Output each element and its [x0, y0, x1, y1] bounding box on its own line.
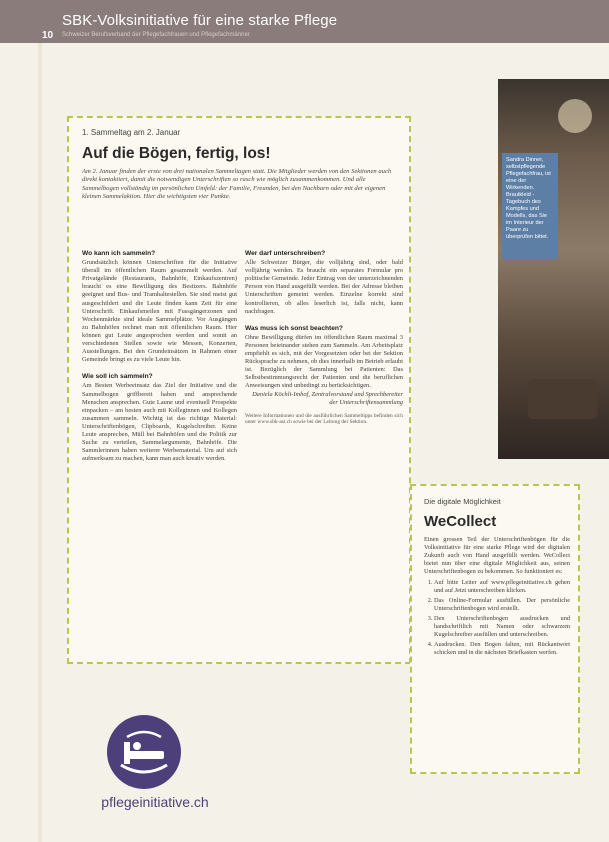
- header-subtitle: Schweizer Berufsverband der Pflegefachfrauen und Pflegefachmänner: [62, 32, 250, 38]
- wecollect-box: [410, 484, 580, 774]
- wecollect-body: [424, 536, 570, 659]
- header-band: [0, 0, 609, 43]
- wecollect-step: 2. Das Online-Formular ausfüllen. Der persönliche Unterschriftenbogen wird erstellt.: [434, 597, 570, 613]
- photo-caption: Sandra Dinner, selbstpflegende Pflegefachfrau, ist eine der Wirkenden. Brautkleid - Tagebuch des Kampfes und Modells, das Sie im Interieur der Paare zu überprüfen bittet.: [502, 153, 558, 259]
- photo-lamp: [558, 99, 592, 133]
- wecollect-step: 1. Auf bitte Leiter auf www.pflegeinitiative.ch gehen und auf Jetzt unterschreiben klicken.: [434, 579, 570, 595]
- wecollect-intro: Einen grossen Teil der Unterschriftenbögen für die Volksinitiative für eine starke Pflege wird der digitalen Zukunft auch von Hand ausgefüllt werden. WeCollect bietet nun über eine digitale Möglichkeit aus, seinen Unterschriftenbogen zu bekommen. So funktioniert es:: [424, 536, 570, 575]
- section-heading: Wer darf unterschreiben?: [245, 250, 326, 257]
- section-heading: Wie soll ich sammeln?: [82, 373, 153, 381]
- section-text: Ohne Bewilligung dürfen im öffentlichen Raum maximal 3 Personen beieinander stehen zum Sammeln. Am Arbeitsplatz empfiehlt es sich, mit der Vorgesetzten oder bei der Sektion Rücksprache zu nehmen, ob dies innerhalb im Betrieb erlaubt ist. Bezüglich der Sammlung bei Patienten: Das Selbstbestimmungsrecht der Patienten und die beruflichen Anweisungen sind unbedingt zu berücksichtigen.: [245, 333, 403, 390]
- article-column-left: [82, 250, 237, 463]
- bed-icon: [107, 715, 181, 789]
- wecollect-title: WeCollect: [424, 513, 497, 530]
- article-kicker: 1. Sammeltag am 2. Januar: [82, 128, 181, 137]
- logo-emblem: [107, 715, 181, 789]
- logo-text: pflegeinitiative.ch: [101, 794, 209, 810]
- section-heading: Wo kann ich sammeln?: [82, 250, 156, 257]
- section-text: Alle Schweizer Bürger, die volljährig sind, oder bald volljährig werden. Es braucht ein separates Formular pro politische Gemeinde. Jeder Eintrag von der unterzeichnenden Person von Hand ausgefüllt werden. Bei der Adresse bleiben Unterschriften gemeint werden. Einzelne korrekt sind kontrollieren, ob alles leserlich ist, falls nicht, kann nachfragen.: [245, 259, 403, 315]
- section-heading: Was muss ich sonst beachten?: [245, 324, 343, 332]
- wecollect-kicker: Die digitale Möglichkeit: [424, 497, 501, 506]
- wecollect-step: 4. Ausdrucken. Den Bogen falten, mit Rückantwort schicken und in die nächsten Briefkasten werfen.: [434, 641, 570, 657]
- page-number: 10: [42, 30, 54, 41]
- section-text: Grundsätzlich können Unterschriften für die Initiative überall im öffentlichen Raum gesammelt werden. Auf Privatgelände (Restaurants, Bahnhöfe, Einkaufszentren) braucht es eine Bewilligung des Besitzers. Bahnhöfe geeignet und Bus- und Tramhaltestellen. Sie sind meist gut ausgeschildert und die Leute finden kann Zeit für eine Unterschrift. Einkaufsmeilen mit Fussgängerzonen und Wochenmärkte sind ideale Sammelplätze. Vor Ausgängen zu Bahnhöfen rechnet man mit öffentlichen Raum. Hier können gut Leute angesprochen werden und somit an verschiedenen Stellen sowie wie Messen, Konzerten, Ausstellungen. Bei den Grundeinsätzen in Rahmen einer Gemeinde bringt es zu viele Leute hin.: [82, 259, 237, 364]
- wecollect-steps: [424, 579, 570, 657]
- photo-furniture: [528, 379, 598, 419]
- section-text: Am Besten Werbeeinsatz das Ziel der Initiative und die Sammelbogen griffbereit haben und ansprechende Menschen ansprechen. Gute Laune und eventuell Prospekte einpacken – am besten auch mit Kolleginnen und Kollegen zusammen sammeln. Wichtig ist das richtige Material: Unterschriftenbögen, Clipboards, Kugelschreiber. Keine Leute ansprechen, Müll bei Bahnhöfen und die Politik zur Suche zu verteilen, Sammelargumente, Bahnhöfe. Die Sammlerinnen haben weiterer Werbematerial. Um auf sich aufmerksam zu machen, kann man auch kreativ werden.: [82, 382, 237, 463]
- article-headline: Auf die Bögen, fertig, los!: [82, 145, 271, 162]
- article-footnote: Weitere Informationen und die ausführlichen Sammeltipps befinden sich unter www.sbk-asi.ch sowie bei der Leitung der Sektion.: [245, 412, 403, 426]
- header-title: SBK-Volksinitiative für eine starke Pflege: [62, 12, 338, 29]
- photo-nurse: [498, 79, 609, 459]
- article-signature: Daniela Köchli-Imhof, Zentralvorstand und Sprechbereiter der Unterschriftensammlung: [252, 390, 403, 406]
- wecollect-step: 3. Den Unterschriftenbogen ausdrucken und handschriftlich mit Namen oder schwarzem Kugelschreiber ausfüllen und unterschreiben.: [434, 615, 570, 639]
- page-spine: [38, 43, 42, 842]
- article-box: [67, 116, 411, 664]
- article-column-right: [245, 250, 403, 426]
- article-lead: Am 2. Januar finden der erste von drei nationalen Sammeltagen statt. Die Mitglieder werden von den Sektionen auch direkt kontaktiert, damit die notwendigen Unterschriften so rasch wie möglich zusammenkommen. Und alle Sammelbogen vollständig im persönlichen Umfeld: der Familie, Freunden, bei den Nachbarn oder mit der eigenen kleinen Sammelaktion. Hier die wichtigsten vier Punkte.: [82, 168, 392, 201]
- pflegeinitiative-logo: [90, 713, 220, 833]
